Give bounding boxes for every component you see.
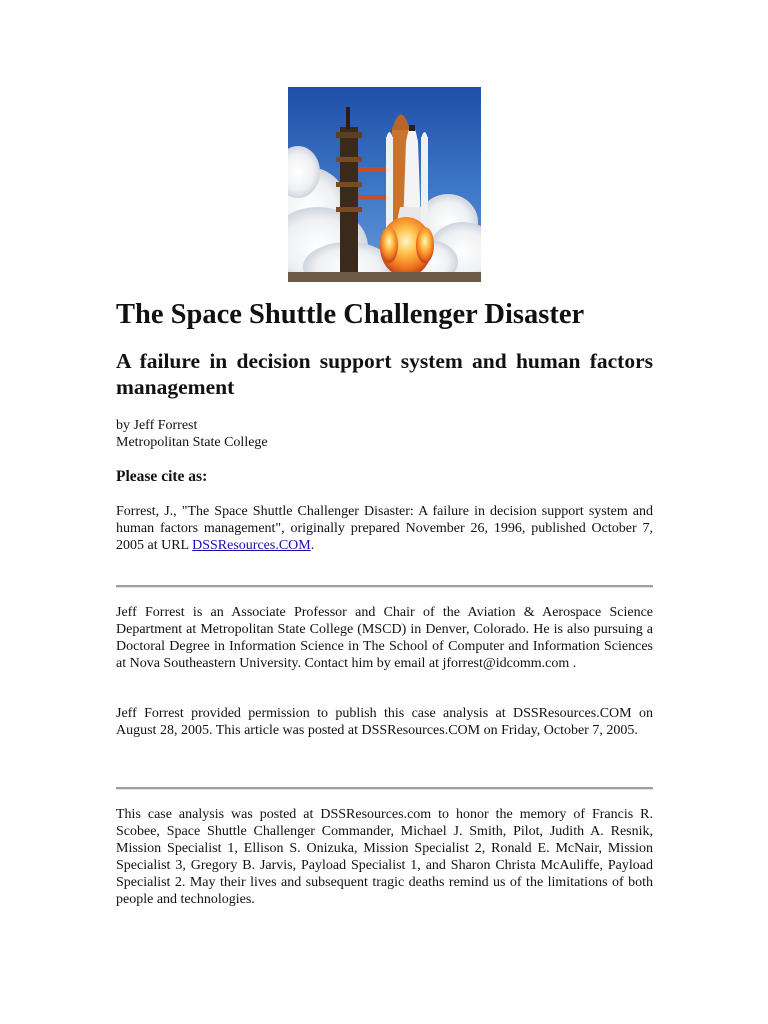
citation-trailing: . <box>310 538 315 553</box>
memorial-paragraph: This case analysis was posted at DSSResources.com to honor the memory of Francis R. Scobee, Space Shuttle Challenger Commander, Michael J. Smith, Pilot, Judith A. Resnik, Mission Specialist 1, Ellison S. Onizuka, Mission Specialist 2, Ronald E. McNair, Mission Specialist 3, Gregory B. Jarvis, Payload Specialist 1, and Sharon Christa McAuliffe, Payload Specialist 2. May their lives and subsequent tragic deaths remind us of the limitations of both people and technologies. <box>116 807 653 907</box>
document-title: The Space Shuttle Challenger Disaster <box>116 299 585 330</box>
author-name: by Jeff Forrest <box>116 418 198 433</box>
byline <box>116 417 653 451</box>
divider <box>116 585 653 588</box>
shuttle-launch-photo <box>288 87 481 282</box>
divider <box>116 787 653 790</box>
dssresources-link[interactable]: DSSResources.COM <box>192 538 311 553</box>
citation-paragraph <box>116 503 653 554</box>
document-subtitle: A failure in decision support system and human factors management <box>116 349 653 399</box>
permission-paragraph: Jeff Forrest provided permission to publish this case analysis at DSSResources.COM on August 28, 2005. This article was posted at DSSResources.COM on Friday, October 7, 2005. <box>116 706 653 738</box>
cite-heading: Please cite as: <box>116 468 208 485</box>
author-affiliation: Metropolitan State College <box>116 435 268 450</box>
author-bio-paragraph: Jeff Forrest is an Associate Professor and Chair of the Aviation & Aerospace Science Department at Metropolitan State College (MSCD) in Denver, Colorado. He is also pursuing a Doctoral Degree in Information Science in The School of Computer and Information Sciences at Nova Southeastern University. Contact him by email at jforrest@idcomm.com . <box>116 605 653 671</box>
citation-text: Forrest, J., "The Space Shuttle Challenger Disaster: A failure in decision support system and human factors management", originally prepared November 26, 1996, published October 7, 2005 at URL <box>116 504 653 553</box>
